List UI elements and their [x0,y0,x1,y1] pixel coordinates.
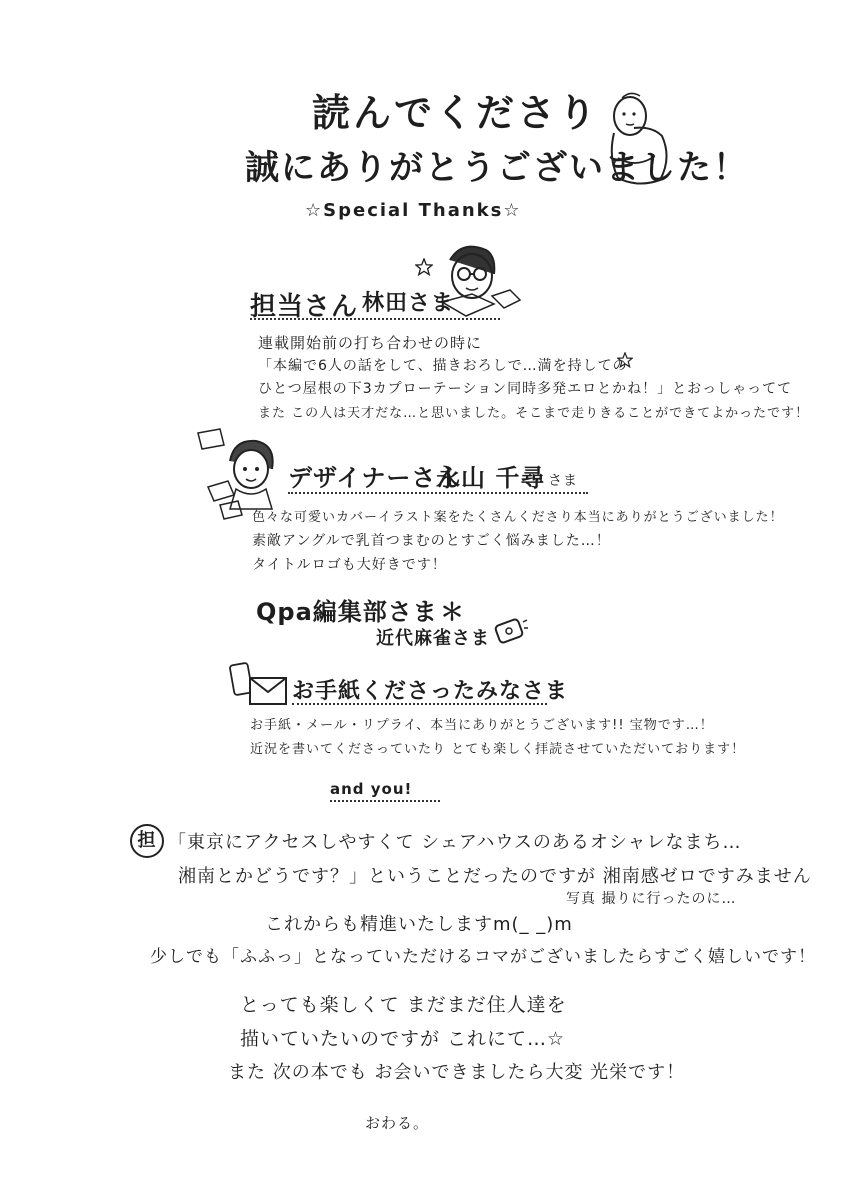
afterword-line-4: これからも精進いたしますm(_ _)m [265,914,573,935]
afterword-line-1: 「東京にアクセスしやすくて シェアハウスのあるオシャレなまち… [168,832,742,853]
publisher-dept: Qpa編集部さま [256,598,438,626]
mahjong-tile-icon [493,616,529,646]
afterword-line-3: 写真 撮りに行ったのに… [566,891,737,907]
afterword-line-7: 描いていたいのですが これにて…☆ [240,1028,566,1050]
editor-role: 担当さん [250,292,359,322]
designer-name: 永山 千尋 [436,464,546,492]
star-icon [415,258,433,276]
afterword-line-2: 湘南とかどうです？」ということだったのですが 湘南感ゼロですみません [178,866,812,887]
afterword-line-8: また 次の本でも お会いできましたら大変 光栄です！ [228,1062,686,1083]
editor-name: 林田さま [362,291,455,316]
star-icon [617,352,633,368]
designer-line-3: タイトルロゴも大好きです！ [252,557,447,573]
editor-line-2: 「本編で6人の話をして、描きおろしで…満を持しての [258,358,628,374]
designer-role: デザイナーさん [288,464,462,492]
letters-line-2: 近況を書いてくださっていたり とても楽しく拝読させていただいております！ [250,742,746,757]
publisher-sub: 近代麻雀さま [376,628,490,649]
designer-line-1: 色々な可愛いカバーイラスト案をたくさんくださり本当にありがとうございました！ [252,510,784,525]
afterword-line-5: 少しでも「ふふっ」となっていただけるコマがございましたらすごく嬉しいです！ [150,947,816,967]
afterword-line-9: おわる。 [365,1114,430,1132]
editor-underline [250,318,500,320]
page-title-line2: 誠にありがとうございました！ [245,148,749,188]
designer-underline [288,492,588,494]
letters-heading: お手紙くださったみなさま [292,679,569,704]
letters-line-1: お手紙・メール・リプライ、本当にありがとうございます!! 宝物です…！ [250,718,714,733]
editor-line-4: また この人は天才だな…と思いました。そこまで走りきることができてよかったです！ [258,406,810,421]
publisher-mark: ＊ [440,598,465,626]
letters-and-you: and you! [330,780,413,798]
envelope-icon [228,662,290,708]
page-title-line1: 読んでくださり [312,91,600,135]
designer-line-2: 素敵アングルで乳首つまむのとすごく悩みました…！ [252,533,611,549]
designer-suffix: さま [548,473,578,489]
special-thanks-heading: ☆Special Thanks☆ [305,200,522,221]
bald-figure-icon [600,88,680,193]
and-you-underline [330,800,440,802]
afterword-marker: 担 [130,824,164,858]
editor-line-1: 連載開始前の打ち合わせの時に [258,334,483,352]
letters-underline [292,703,547,705]
editor-line-3: ひとつ屋根の下3カプローテーション同時多発エロとかね！」とおっしゃってて [258,381,793,397]
afterword-line-6: とっても楽しくて まだまだ住人達を [240,994,567,1016]
